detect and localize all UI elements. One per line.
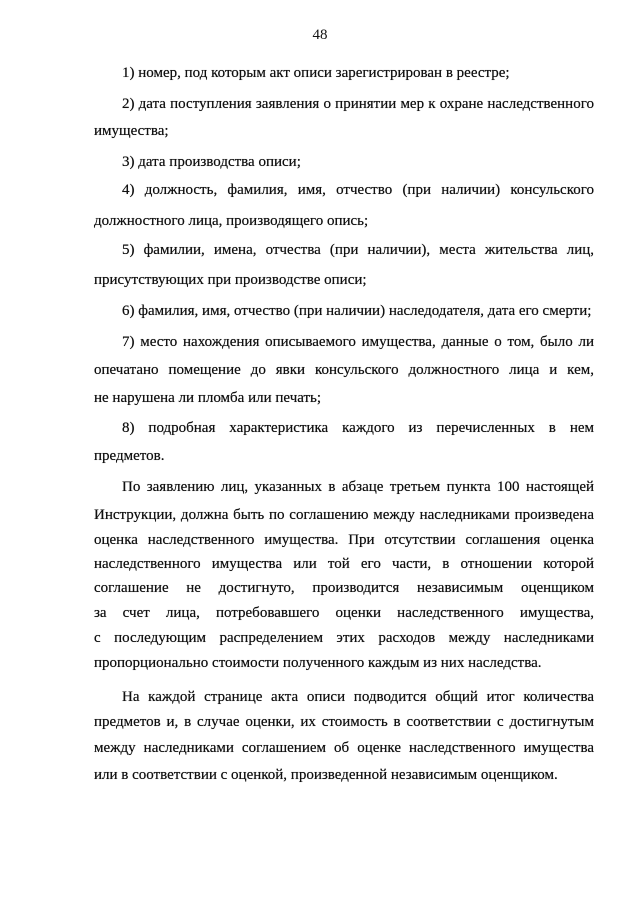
page-number: 48 [312, 27, 328, 43]
text-line: соглашение не достигнуто, производится независимым оценщиком [94, 580, 594, 596]
text-line: не нарушена ли пломба или печать; [94, 390, 322, 406]
text-line: должностного лица, производящего опись; [94, 213, 369, 229]
text-line: или в соответствии с оценкой, произведенной независимым оценщиком. [94, 767, 558, 783]
text-line: 6) фамилия, имя, отчество (при наличии) наследодателя, дата его смерти; [122, 303, 592, 319]
text-line: оценка наследственного имущества. При отсутствии соглашения оценка [94, 532, 594, 548]
text-line: 2) дата поступления заявления о принятии мер к охране наследственного [122, 96, 594, 112]
text-line: 7) место нахождения описываемого имущества, данные о том, было ли [122, 334, 594, 350]
text-line: 8) подробная характеристика каждого из перечисленных в нем [122, 420, 594, 436]
text-line: 5) фамилии, имена, отчества (при наличии), места жительства лиц, [122, 242, 594, 258]
text-line: 1) номер, под которым акт описи зарегистрирован в реестре; [122, 65, 510, 81]
text-line: наследственного имущества или той его части, в отношении которой [94, 556, 594, 572]
text-line: с последующим распределением этих расходов между наследниками [94, 630, 594, 646]
text-line: между наследниками соглашением об оценке наследственного имущества [94, 740, 594, 756]
text-line: имущества; [94, 123, 169, 139]
text-line: опечатано помещение до явки консульского должностного лица и кем, [94, 362, 594, 378]
text-line: предметов. [94, 448, 165, 464]
text-line: По заявлению лиц, указанных в абзаце третьем пункта 100 настоящей [122, 479, 594, 495]
text-line: 4) должность, фамилия, имя, отчество (при наличии) консульского [122, 182, 594, 198]
text-line: 3) дата производства описи; [122, 154, 301, 170]
text-line: Инструкции, должна быть по соглашению между наследниками произведена [94, 507, 594, 523]
text-line: предметов и, в случае оценки, их стоимость в соответствии с достигнутым [94, 714, 594, 730]
text-line: присутствующих при производстве описи; [94, 272, 367, 288]
text-line: пропорционально стоимости полученного каждым из них наследства. [94, 655, 542, 671]
text-line: за счет лица, потребовавшего оценки наследственного имущества, [94, 605, 594, 621]
text-line: На каждой странице акта описи подводится общий итог количества [122, 689, 594, 705]
